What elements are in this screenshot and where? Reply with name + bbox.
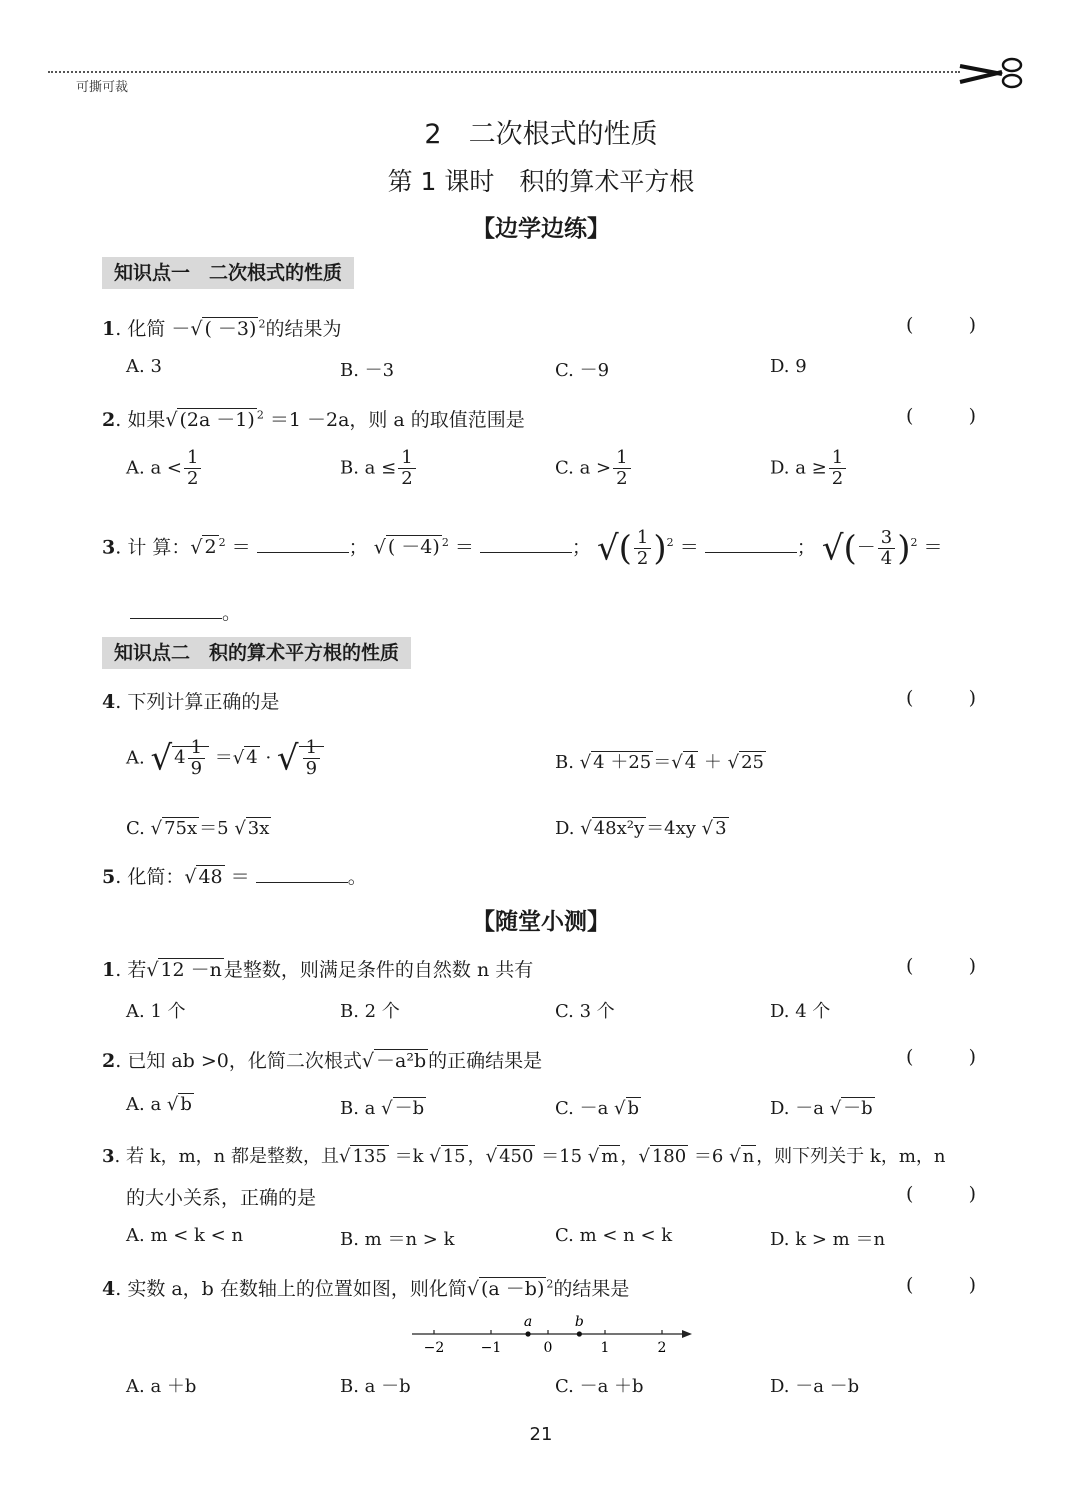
number-line <box>400 1312 700 1358</box>
option-a: A. 1 个 <box>126 1001 186 1022</box>
quiz-heading: 【随堂小测】 <box>472 909 610 935</box>
option-d: D. a ≥ $\frac{1}{2}$ <box>770 448 848 489</box>
answer-blank[interactable] <box>257 534 349 553</box>
lesson-title: 第 1 课时 积的算术平方根 <box>387 167 695 196</box>
answer-parens: ( ) <box>906 405 976 427</box>
option-b: B. √ 4 ＋25 ＝√ 4 ＋ √ 25 <box>555 752 765 773</box>
answer-blank[interactable] <box>256 864 348 883</box>
point-label-a: a <box>523 1314 533 1330</box>
axis-tick-label: −1 <box>480 1340 502 1356</box>
option-b: B. a √ －b <box>340 1098 425 1119</box>
answer-parens: ( ) <box>906 314 976 336</box>
option-d: D. 4 个 <box>770 1001 831 1022</box>
option-b: B. 2 个 <box>340 1001 400 1022</box>
practice-q4: 4. 下列计算正确的是 <box>102 691 280 713</box>
option-b: B. －3 <box>340 360 395 381</box>
answer-blank[interactable] <box>130 600 222 619</box>
option-c: C. －a ＋b <box>555 1376 644 1397</box>
quiz-q2: 2. 已知 ab >0，化简二次根式√ －a²b 的正确结果是 <box>102 1050 543 1072</box>
question-number: 1 <box>102 318 116 340</box>
answer-parens: ( ) <box>906 1183 976 1205</box>
axis-tick-label: 2 <box>657 1340 667 1356</box>
axis-arrow <box>682 1330 692 1338</box>
option-c: C. 3 个 <box>555 1001 615 1022</box>
option-a: A. √ 4 $\frac{1}{9}$ ＝√ 4 · √ $\frac{1}{9}$ <box>126 738 324 779</box>
option-c: C. √ 75x ＝5 √ 3x <box>126 818 270 839</box>
practice-q5: 5. 化简：√ 48 ＝ 。 <box>102 866 367 888</box>
point-b <box>577 1331 582 1336</box>
axis-tick-label: −2 <box>423 1340 445 1356</box>
option-b: B. a ≤ $\frac{1}{2}$ <box>340 448 418 489</box>
practice-heading: 【边学边练】 <box>472 216 610 242</box>
option-a: A. 3 <box>126 356 162 377</box>
section-title: 2 二次根式的性质 <box>424 119 658 150</box>
knowledge-point-1: 知识点一 二次根式的性质 <box>102 257 354 289</box>
answer-blank[interactable] <box>480 534 572 553</box>
option-b: B. a －b <box>340 1376 411 1397</box>
option-c: C. －a √ b <box>555 1098 640 1119</box>
option-b: B. m ＝n > k <box>340 1229 455 1250</box>
axis-tick-label: 1 <box>600 1340 610 1356</box>
answer-parens: ( ) <box>906 955 976 977</box>
quiz-q3: 3. 若 k，m，n 都是整数，且√ 135 ＝k √ 15 ，√ 450 ＝15 √ m ，√ 180 ＝6 √ n ，则下列关于 k，m，n <box>102 1146 946 1167</box>
option-d: D. －a －b <box>770 1376 860 1397</box>
cut-line <box>48 71 960 73</box>
answer-parens: ( ) <box>906 1046 976 1068</box>
point-a <box>525 1331 530 1336</box>
option-d: D. 9 <box>770 356 807 377</box>
option-d: D. √ 48x²y ＝4xy √ 3 <box>555 818 727 839</box>
option-d: D. k > m ＝n <box>770 1229 886 1250</box>
option-a: A. a < $\frac{1}{2}$ <box>126 448 203 489</box>
axis-tick-label: 0 <box>543 1340 553 1356</box>
answer-blank[interactable] <box>705 534 797 553</box>
option-a: A. a ＋b <box>126 1376 197 1397</box>
practice-q1: 1. 化简 －√ ( －3) $^2$的结果为 <box>102 317 342 340</box>
answer-parens: ( ) <box>906 1274 976 1296</box>
knowledge-point-2: 知识点二 积的算术平方根的性质 <box>102 637 411 669</box>
page-number: 21 <box>529 1424 553 1445</box>
option-d: D. －a √ －b <box>770 1098 873 1119</box>
quiz-q1: 1. 若√ 12 －n 是整数，则满足条件的自然数 n 共有 <box>102 959 534 981</box>
cut-note: 可撕可裁 <box>76 80 129 95</box>
option-c: C. a > $\frac{1}{2}$ <box>555 448 633 489</box>
scissors-icon <box>958 56 1028 90</box>
answer-parens: ( ) <box>906 687 976 709</box>
quiz-q4: 4. 实数 a，b 在数轴上的位置如图，则化简√ (a －b) $^2$的结果是 <box>102 1277 630 1300</box>
option-a: A. a √ b <box>126 1094 192 1115</box>
practice-q3: 3. 计 算：√ 2 $^2$ ＝ ； √ ( －4) $^2$ ＝ ； √( $\frac{1}{2}$ )$^2$ ＝ ； √(－ $\frac{3}{4}$ )$^2$ ＝ <box>102 527 943 569</box>
option-c: C. m < n < k <box>555 1225 673 1246</box>
quiz-q3-line2: 的大小关系，正确的是 <box>126 1187 317 1209</box>
option-a: A. m < k < n <box>126 1225 244 1246</box>
option-c: C. －9 <box>555 360 610 381</box>
point-label-b: b <box>574 1314 584 1330</box>
practice-q2: 2. 如果√ (2a －1) $^2$ ＝1 －2a，则 a 的取值范围是 <box>102 408 525 431</box>
practice-q3-line2: 。 <box>130 598 241 625</box>
